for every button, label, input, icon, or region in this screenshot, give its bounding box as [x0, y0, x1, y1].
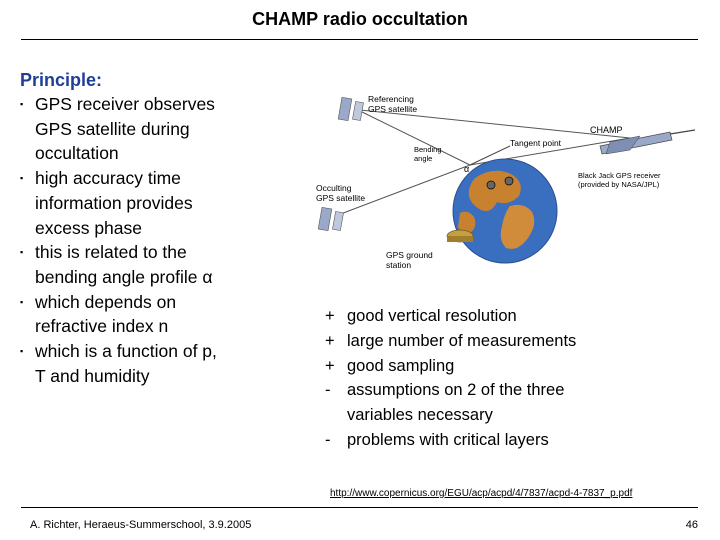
tangent-point-marker: [487, 181, 495, 189]
bullet-marker-icon: ▪: [20, 346, 24, 357]
pros-cons-item: [325, 329, 705, 354]
bullet-line: which is a function of p,: [35, 341, 217, 362]
label-referencing-2: GPS satellite: [368, 104, 418, 114]
label-receiver-1: Black Jack GPS receiver: [578, 171, 661, 180]
pros-cons-text: problems with critical layers: [347, 430, 549, 449]
label-receiver-2: (provided by NASA/JPL): [578, 180, 660, 189]
label-referencing-1: Referencing: [368, 94, 414, 104]
principle-bullet: [20, 290, 270, 339]
bullet-line: excess phase: [35, 217, 143, 238]
pros-cons-symbol: +: [325, 307, 335, 325]
bullet-marker-icon: ▪: [20, 296, 24, 307]
bullet-marker-icon: ▪: [20, 247, 24, 258]
pros-cons-item: [325, 304, 705, 329]
footer-divider: [21, 507, 698, 508]
bullet-line: information provides: [35, 192, 193, 213]
label-occulting-1: Occulting: [316, 183, 352, 193]
principle-section: [20, 68, 270, 388]
principle-bullet: [20, 92, 270, 166]
bullet-line: GPS receiver observes: [35, 94, 215, 114]
bullet-line: bending angle profile α: [35, 266, 213, 287]
label-ground-1: GPS ground: [386, 250, 433, 260]
occultation-diagram: [310, 88, 706, 283]
pros-cons-text: assumptions on 2 of the three: [347, 381, 565, 400]
pros-cons-text: variables necessary: [347, 406, 493, 425]
principle-bullets: [20, 92, 270, 388]
page-number: 46: [685, 519, 698, 531]
label-occulting-2: GPS satellite: [316, 193, 366, 203]
pros-cons-symbol: +: [325, 331, 335, 350]
bullet-line: this is related to the: [35, 242, 187, 263]
occulting-satellite-icon: [318, 207, 343, 230]
bullet-line: T and humidity: [35, 365, 150, 386]
pros-cons-item: [325, 428, 705, 453]
pros-cons-item: [325, 354, 705, 379]
label-tangent-point: Tangent point: [510, 138, 562, 148]
label-ground-2: station: [386, 260, 412, 270]
pros-cons-symbol: -: [325, 381, 331, 400]
principle-heading: Principle:: [20, 70, 103, 90]
bullet-marker-icon: ▪: [20, 99, 24, 109]
pros-cons-symbol: +: [325, 356, 335, 375]
referencing-satellite-icon: [338, 97, 363, 120]
occulting-ray-1: [338, 165, 470, 215]
pros-cons-text: large number of measurements: [347, 331, 577, 350]
pros-cons-item: [325, 403, 705, 428]
pros-cons-item: [325, 378, 705, 403]
title-divider: [21, 39, 698, 40]
earth-globe: [453, 159, 557, 263]
pros-cons-text: good vertical resolution: [347, 307, 517, 325]
reference-link[interactable]: http://www.copernicus.org/EGU/acp/acpd/4/7837/acpd-4-7837_p.pdf: [330, 488, 633, 499]
label-champ: CHAMP: [590, 125, 623, 135]
bullet-marker-icon: ▪: [20, 173, 24, 184]
bullet-line: which depends on: [35, 291, 177, 312]
bullet-line: high accuracy time: [35, 168, 181, 189]
pros-cons-symbol: -: [325, 430, 331, 449]
principle-bullet: [20, 166, 270, 240]
principle-bullet: [20, 240, 270, 289]
label-alpha: α: [464, 164, 470, 174]
ground-station-icon: [447, 230, 473, 242]
label-bending-1: Bending: [414, 145, 442, 154]
pros-cons-list: [325, 304, 705, 453]
tangent-point-marker-2: [505, 177, 513, 185]
pros-cons-symbol: [325, 403, 347, 428]
bullet-line: refractive index n: [35, 316, 169, 337]
slide-title: CHAMP radio occultation: [252, 9, 468, 29]
footer-author: A. Richter, Heraeus-Summerschool, 3.9.2005: [30, 519, 252, 531]
principle-bullet: [20, 339, 270, 388]
bullet-line: occultation: [35, 143, 119, 164]
bullet-line: GPS satellite during: [35, 118, 190, 139]
label-bending-2: angle: [414, 154, 433, 163]
pros-cons-text: good sampling: [347, 356, 455, 375]
